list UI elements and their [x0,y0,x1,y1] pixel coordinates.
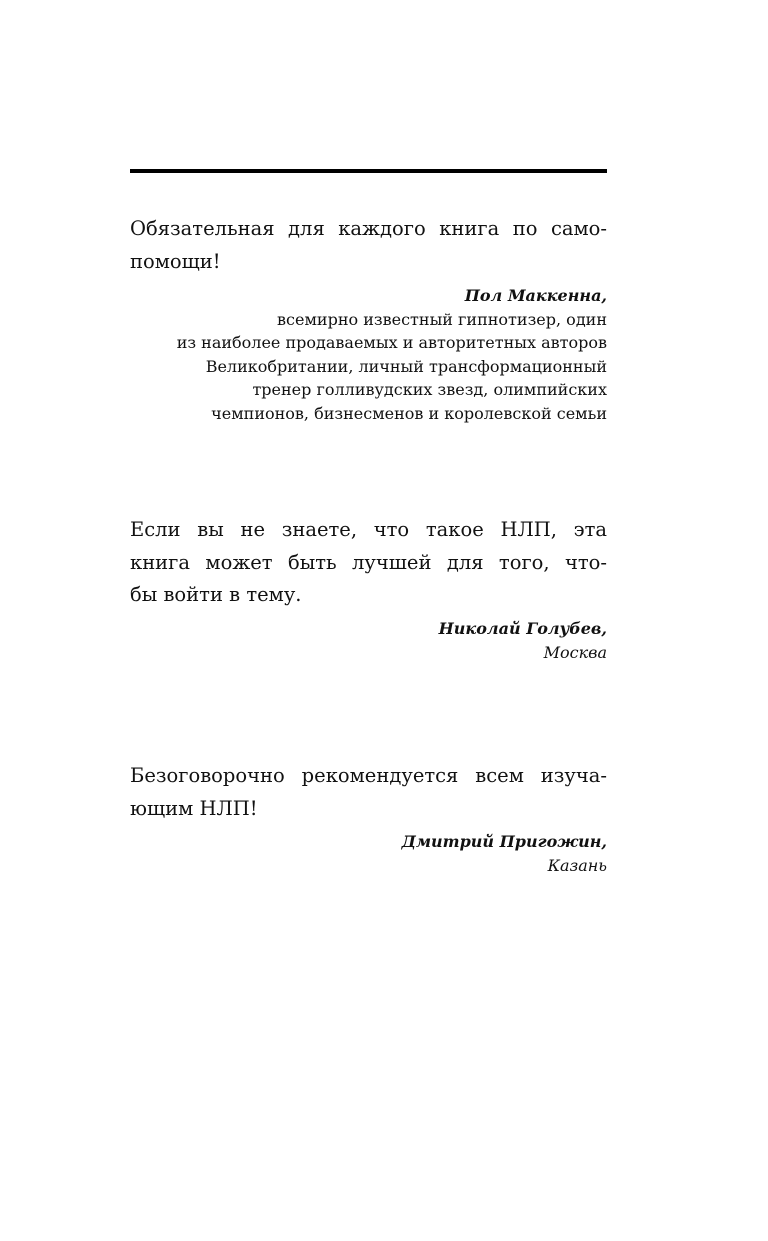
quote-line: Безоговорочно рекомендуется всем изуча- [130,764,607,787]
review-2-quote [130,514,607,612]
quote-line: Если вы не знаете, что такое НЛП, эта [130,518,607,541]
review-3-attribution [110,830,607,877]
review-2-place: Москва [543,642,607,662]
review-3-author: Дмитрий Пригожин, [401,832,607,851]
review-2-attribution [110,617,607,664]
quote-line: помощи! [130,249,221,273]
author-description-line: тренер голливудских звезд, олимпийских [252,380,607,399]
quote-line: ющим НЛП! [130,796,258,820]
review-2-author: Николай Голубев, [438,619,607,638]
author-description-line: чемпионов, бизнесменов и королевской семьи [211,403,607,423]
review-1-author: Пол Маккенна, [464,286,607,305]
author-description-line: всемирно известный гипнотизер, один [277,309,607,329]
review-3-place: Казань [547,855,607,875]
review-1-quote [130,213,607,278]
top-rule [130,169,607,173]
quote-line: Обязательная для каждого книга по само- [130,217,607,240]
review-3-quote [130,760,607,825]
review-1-attribution [110,284,607,425]
author-description-line: Великобритании, личный трансформационный [205,356,607,376]
author-description-line: из наиболее продаваемых и авторитетных авторов [176,333,607,352]
quote-line: книга может быть лучшей для того, что- [130,550,607,574]
quote-line: бы войти в тему. [130,583,302,606]
